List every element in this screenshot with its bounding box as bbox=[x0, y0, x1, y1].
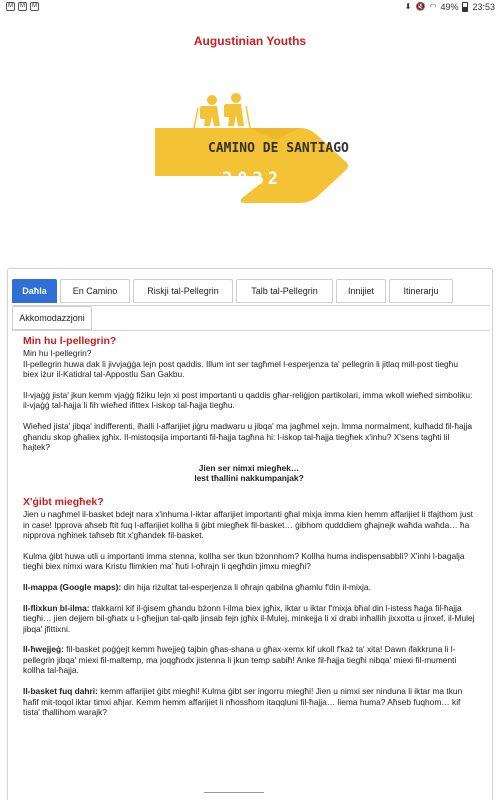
section-heading: Min hu l-pellegrin? bbox=[23, 335, 117, 347]
definition: din hija riżultat tal-esperjenza li oħrajn qabilna għamlu f'din il-mixja. bbox=[121, 581, 371, 592]
notification-icons bbox=[6, 2, 39, 11]
centered-quote bbox=[23, 463, 475, 484]
term: Il-flixkun bl-ilma: bbox=[23, 602, 90, 613]
paragraph: Wieħed jista' jibqa' indifferenti, iħalli l-affarijiet jiġru madwaru u jibqa' ma jagħmel xejn. Imma normalment, kulħadd fil-ħajja għandu skop għaliex jgħix. Il-mistoqsija importanti fil-ħajja tagħna hi: l-iskop tal-ħajja tiegħek x'inhu? X'sens tagħti lil ħajtek? bbox=[23, 420, 473, 453]
battery-icon bbox=[462, 2, 468, 12]
term: Il-basket fuq dahri: bbox=[23, 686, 98, 697]
clock: 23:53 bbox=[472, 2, 495, 12]
quote-line: Jien ser nimxi miegħek… bbox=[198, 462, 300, 473]
quote-line: lest tħallini nakkumpanjak? bbox=[194, 473, 304, 484]
tab-dahla[interactable]: Daħla bbox=[12, 279, 57, 303]
page-title: Augustinian Youths bbox=[193, 34, 307, 48]
wifi-icon: ◠ bbox=[429, 2, 437, 11]
definition: kemm affarijiet ġibt miegħi! Kulma ġibt ser ingorru miegħi! Jien u nimxi ser ninduna li iktar ma tkun ħafif mit-toqol iktar timxi aħjar. Kemm hemm affarijiet li nħossħom itaqqluni fil-ħajja… liema huma? Aħseb fuqhom… kif tista' tħallihom warajk? bbox=[23, 686, 463, 718]
term: Il-ħwejjeġ: bbox=[23, 644, 64, 655]
definition: tfakkarni kif il-ġisem għandu bżonn l-ilma biex jgħix, iktar u iktar f'mixja bħal din l-istess ħaġa fil-ħajja tiegħi… jien dejjem bil-għatx u l-għejjun tal-qalb jinsab fejn jgħix il-Mulej, minkejja li xi drabi inħallih jixxotta u jinxef, il-Mulej jibqa' jfittixni. bbox=[23, 602, 475, 634]
tab-en-camino[interactable]: En Camino bbox=[60, 279, 130, 303]
tab-talb[interactable]: Talb tal-Pellegrin bbox=[236, 279, 333, 303]
tab-innijiet[interactable]: Innijiet bbox=[336, 279, 386, 303]
tab-akkomodazzjoni[interactable]: Akkomodazzjoni bbox=[12, 306, 92, 330]
paragraph bbox=[23, 582, 475, 593]
paragraph bbox=[23, 603, 475, 635]
paragraph: Kulma ġibt huwa utli u importanti imma stenna, kollha ser tkun bżonnhom? Kollha huma indispensabbli? X'inhi l-bagalja tiegħi biex nimxi wara Kristu flimkien ma' ħuti l-oħrajn li qegħdin jimxu miegħi? bbox=[23, 550, 465, 572]
camino-logo bbox=[150, 88, 350, 213]
tab-riskji[interactable]: Riskji tal-Pellegrin bbox=[133, 279, 233, 303]
paragraph bbox=[23, 686, 475, 718]
logo-text: CAMINO DE SANTIAGO bbox=[208, 141, 349, 156]
hikers-icon bbox=[200, 93, 244, 126]
tab-itinerarju[interactable]: Itinerarju bbox=[389, 279, 453, 303]
definition: fil-basket poġġejt kemm ħwejjeġ tajbin għas-shana u għax-xemx kif ukoll f'każ ta' xita! Dawn ifakkruna li l-pellegrin jibqa' miexi fil-maltemp, ma joqgħodx jistenna li jkun temp sabiħ! Anke fil-ħajja tiegħi nibqa' miexi fil-mumenti kollha tal-ħajja. bbox=[23, 644, 457, 676]
paragraph bbox=[23, 644, 475, 676]
system-indicators bbox=[405, 2, 495, 12]
paragraph: Min hu l-pellegrin? bbox=[23, 348, 92, 358]
gmail-icon: M bbox=[32, 3, 37, 9]
mute-icon: 🔇 bbox=[415, 2, 426, 11]
divider bbox=[204, 792, 264, 793]
arrow-shape bbox=[155, 128, 348, 203]
section-heading: X'ġibt miegħek? bbox=[23, 495, 104, 508]
download-icon: ⬇ bbox=[404, 2, 412, 11]
term: Il-mappa (Google maps): bbox=[23, 581, 122, 592]
content-card bbox=[7, 268, 493, 800]
paragraph: Il-vjaġġ jista' jkun kemm vjaġġ fiżiku lejn xi post importanti u qaddis għar-reliġjon partikolari, imma wkoll wieħed simboliku: il-vjaġġ tal-ħajja li fih wieħed ifittex l-iskop tal-ħajja tiegħu. bbox=[23, 389, 473, 411]
gmail-icon: M bbox=[8, 3, 13, 9]
paragraph: Il-pellegrin huwa dak li jivvjaġġa lejn post qaddis. Illum int ser tagħmel l-esperjenza ta' pellegrin li jitlaq mill-post tiegħu biex iżur il-Katidral tal-Appostlu San Ġakbu. bbox=[23, 358, 458, 380]
battery-percent: 49% bbox=[440, 2, 459, 12]
paragraph: Jien u nagħmel il-basket bdejt nara x'inhuma l-iktar affarijiet importanti għal mixja imma kien hemm affarijiet li tfajthom just in case! Ipprova aħseb ftit fuq l-affarijiet kollha li ġibt miegħek fil-basket… ġibhom qudddiem għajnejk waħda waħda… ħa nipprova ngħinek taħseb ftit x'għandek fil-basket. bbox=[23, 508, 474, 541]
logo-year: 2022 bbox=[222, 169, 283, 189]
status-bar bbox=[0, 0, 500, 16]
tab-content bbox=[23, 335, 475, 728]
gmail-icon: M bbox=[20, 3, 25, 9]
